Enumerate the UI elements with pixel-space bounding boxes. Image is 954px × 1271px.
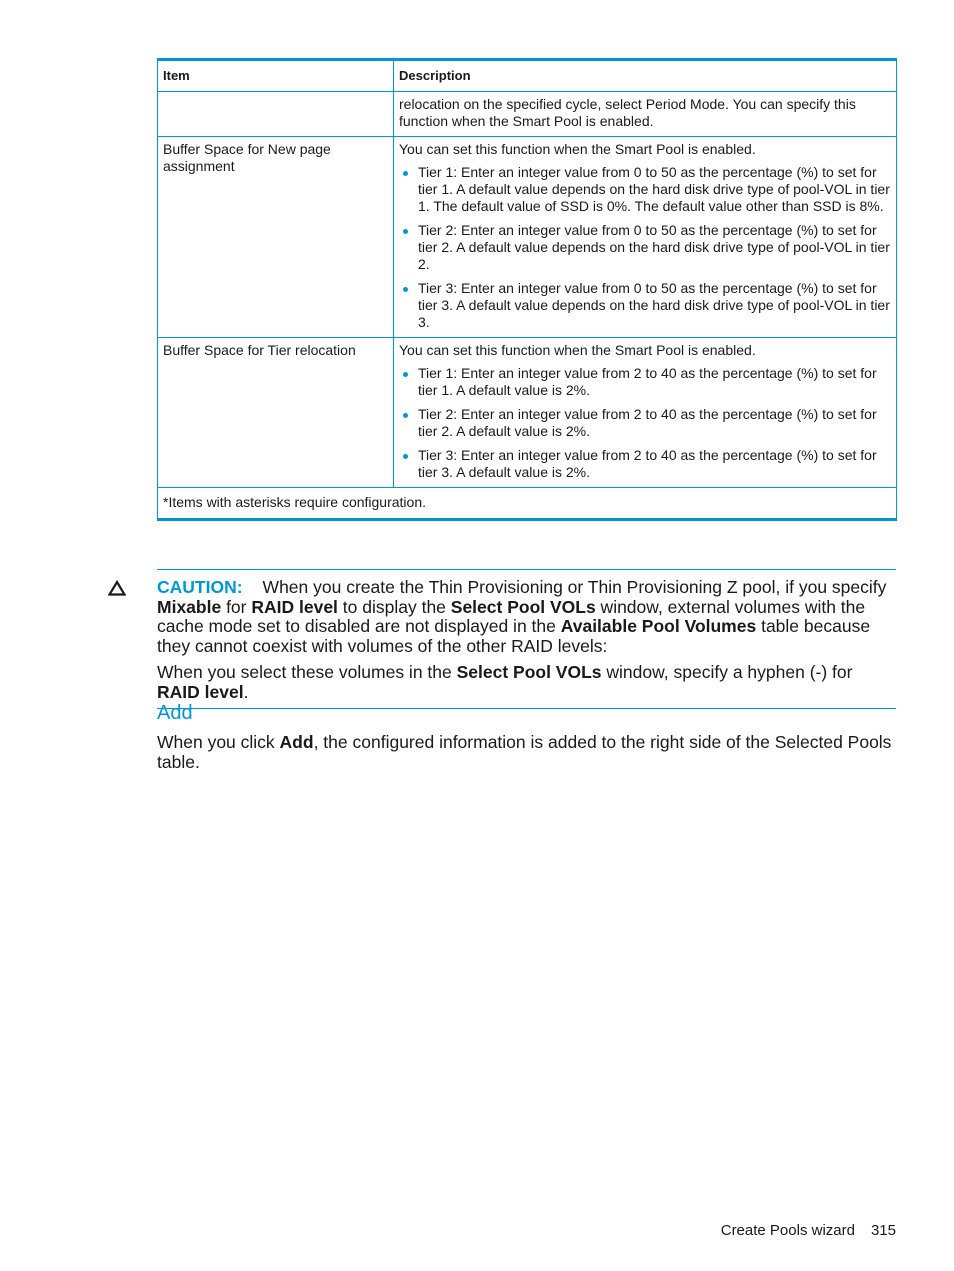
footer-title: Create Pools wizard	[720, 1222, 855, 1239]
caution-bold-term: RAID level	[157, 681, 244, 702]
list-item: Tier 2: Enter an integer value from 0 to 50 as the percentage (%) to set for tier 2. A default value depends on the hard disk drive type of pool-VOL in tier 2.	[399, 222, 892, 273]
list-item: Tier 1: Enter an integer value from 0 to 50 as the percentage (%) to set for tier 1. A default value depends on the hard disk drive type of pool-VOL in tier 1. The default value of SSD is 0%. The default value other than SSD is 8%.	[399, 164, 892, 215]
caution-text: When you create the Thin Provisioning or Thin Provisioning Z pool, if you specify	[262, 577, 887, 597]
item-cell	[158, 92, 394, 137]
header-description: Description	[394, 60, 897, 92]
caution-text: window, external volumes with the cache mode set to disabled are not displayed in the	[157, 596, 866, 636]
caution-bold-term: Select Pool VOLs	[450, 596, 596, 617]
table-header-row	[158, 60, 897, 92]
caution-text: window, specify a hyphen (-) for	[601, 662, 853, 682]
description-cell	[394, 338, 897, 488]
body-paragraph	[157, 733, 896, 772]
caution-paragraph	[157, 578, 896, 656]
description-cell	[394, 137, 897, 338]
caution-paragraph	[157, 663, 896, 702]
page-number: 315	[870, 1222, 896, 1239]
table-note: *Items with asterisks require configuration.	[158, 488, 897, 520]
body-text: When you click	[157, 732, 280, 752]
header-item: Item	[158, 60, 394, 92]
description-text: You can set this function when the Smart Pool is enabled.	[399, 342, 756, 358]
body-text: , the configured information is added to the right side of the Selected Pools table.	[157, 732, 892, 772]
caution-bold-term: Mixable	[157, 596, 222, 617]
caution-text: table because they cannot coexist with volumes of the other RAID levels:	[157, 616, 871, 656]
item-cell: Buffer Space for Tier relocation	[158, 338, 394, 488]
table-row	[158, 92, 897, 137]
caution-bold-term: Select Pool VOLs	[456, 662, 602, 682]
caution-text: .	[243, 681, 249, 702]
description-text: You can set this function when the Smart Pool is enabled.	[399, 141, 756, 157]
caution-label: CAUTION:	[157, 577, 243, 597]
table-note-row	[158, 488, 897, 520]
description-cell	[394, 92, 897, 137]
body-bold-term: Add	[279, 732, 314, 752]
bullet-list	[399, 164, 892, 331]
caution-bold-term: Available Pool Volumes	[560, 616, 757, 636]
caution-text: When you select these volumes in the	[157, 662, 457, 682]
description-text: relocation on the specified cycle, select Period Mode. You can specify this function when the Smart Pool is enabled.	[399, 96, 856, 129]
caution-text: to display the	[337, 596, 451, 617]
caution-text: for	[221, 596, 252, 617]
bullet-list	[399, 365, 892, 481]
table-row	[158, 338, 897, 488]
table-row	[158, 137, 897, 338]
list-item: Tier 2: Enter an integer value from 2 to 40 as the percentage (%) to set for tier 2. A default value is 2%.	[399, 406, 892, 440]
warning-triangle-icon	[108, 580, 126, 596]
caution-bold-term: RAID level	[251, 596, 338, 617]
list-item: Tier 3: Enter an integer value from 0 to 50 as the percentage (%) to set for tier 3. A default value depends on the hard disk drive type of pool-VOL in tier 3.	[399, 280, 892, 331]
list-item: Tier 1: Enter an integer value from 2 to 40 as the percentage (%) to set for tier 1. A default value is 2%.	[399, 365, 892, 399]
page-footer	[721, 1222, 896, 1239]
caution-box	[157, 569, 896, 709]
item-cell: Buffer Space for New page assignment	[158, 137, 394, 338]
section-heading-add: Add	[157, 702, 193, 724]
parameter-table	[157, 58, 897, 521]
list-item: Tier 3: Enter an integer value from 2 to 40 as the percentage (%) to set for tier 3. A default value is 2%.	[399, 447, 892, 481]
